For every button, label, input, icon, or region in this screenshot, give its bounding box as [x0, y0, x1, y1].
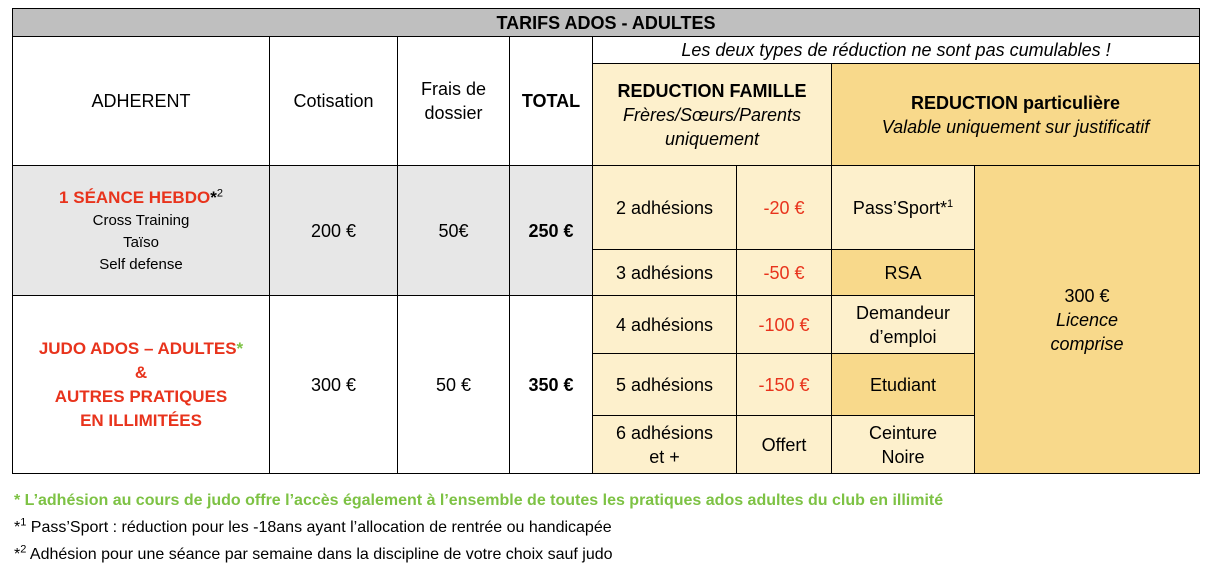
plan-2-name-line1 [17, 337, 265, 361]
plan-2-title: JUDO ADOS – ADULTES [38, 338, 237, 358]
footnote-2-mark: * [14, 546, 21, 563]
particular-licence: Licence [1055, 309, 1119, 330]
ceinture-line1: Ceinture [868, 422, 938, 443]
plan-2-cotisation: 300 € [270, 296, 398, 474]
plan-1-title: 1 SÉANCE HEBDO [59, 187, 211, 207]
footnote-1-mark: * [14, 519, 21, 536]
family-reduction-value: -100 € [737, 296, 832, 354]
particular-price-cell [975, 166, 1200, 474]
plan-2-mark: * [236, 338, 244, 358]
plan-2-name-cell [13, 296, 270, 474]
pass-sport-sup: 1 [946, 197, 954, 210]
footnote-1-text: Pass’Sport : réduction pour les -18ans ayant l’allocation de rentrée ou handicapée [26, 519, 612, 536]
footnote-1-sup: 1 [20, 516, 27, 529]
famille-title: REDUCTION FAMILLE [617, 80, 807, 101]
ceinture-line2: Noire [881, 446, 925, 467]
header-frais-line1: Frais de [420, 79, 487, 99]
footnote-2-sup: 2 [20, 543, 27, 556]
plan-1-sup: 2 [216, 186, 223, 199]
tarifs-table [12, 8, 1200, 474]
family-reduction-label: 4 adhésions [593, 296, 737, 354]
pass-sport-mark: * [939, 197, 947, 218]
header-reduction-famille [593, 64, 832, 166]
header-frais [398, 37, 510, 166]
plan-1-activity: Self defense [99, 255, 183, 273]
header-adherent: ADHERENT [13, 37, 270, 166]
particular-reduction-label [832, 166, 975, 250]
reduction-note: Les deux types de réduction ne sont pas cumulables ! [593, 37, 1200, 64]
particuliere-title: REDUCTION particulière [910, 92, 1121, 113]
header-total: TOTAL [510, 37, 593, 166]
footnote-judo: * L’adhésion au cours de judo offre l’accès également à l’ensemble de toutes les pratiques ados adultes du club en illimité [14, 492, 944, 509]
particular-price: 300 € [1064, 285, 1110, 306]
plan-2-name-line2: & [134, 362, 148, 382]
particular-reduction-label: Etudiant [832, 354, 975, 416]
demandeur-line1: Demandeur [855, 302, 951, 323]
header-reduction-particuliere [832, 64, 1200, 166]
plan-1-name-cell [13, 166, 270, 296]
plan-2-name-line4: EN ILLIMITÉES [80, 410, 202, 430]
plan-1-name [17, 186, 265, 210]
footnotes [14, 487, 943, 568]
plan-1-cotisation: 200 € [270, 166, 398, 296]
plan-2-total: 350 € [510, 296, 593, 474]
pass-sport-label: Pass’Sport [852, 197, 940, 218]
family-reduction-value: Offert [737, 416, 832, 474]
plan-2-frais: 50 € [398, 296, 510, 474]
footnote-2 [14, 541, 943, 568]
table-title: TARIFS ADOS - ADULTES [13, 9, 1200, 37]
family-reduction-label [593, 416, 737, 474]
family-reduction-label: 2 adhésions [593, 166, 737, 250]
plan-1-activity: Cross Training [92, 211, 190, 229]
particular-reduction-label: RSA [832, 250, 975, 296]
footnote-1 [14, 514, 943, 541]
family-reduction-value: -150 € [737, 354, 832, 416]
family-reduction-value: -20 € [737, 166, 832, 250]
family-reduction-label: 5 adhésions [593, 354, 737, 416]
table-row [13, 166, 1200, 250]
footnote-2-text: Adhésion pour une séance par semaine dans la discipline de votre choix sauf judo [26, 546, 613, 563]
six-adhesions-line1: 6 adhésions [615, 422, 714, 443]
demandeur-line2: d’emploi [869, 326, 937, 347]
particular-reduction-label [832, 296, 975, 354]
particuliere-sub: Valable uniquement sur justificatif [881, 116, 1150, 137]
plan-1-activity: Taïso [123, 233, 159, 251]
famille-sub1: Frères/Sœurs/Parents [622, 104, 802, 125]
header-frais-line2: dossier [424, 103, 483, 123]
plan-1-mark: * [210, 187, 217, 207]
header-cotisation: Cotisation [270, 37, 398, 166]
family-reduction-value: -50 € [737, 250, 832, 296]
particular-reduction-label [832, 416, 975, 474]
plan-1-frais: 50€ [398, 166, 510, 296]
plan-1-total: 250 € [510, 166, 593, 296]
famille-sub2: uniquement [664, 128, 760, 149]
family-reduction-label: 3 adhésions [593, 250, 737, 296]
six-adhesions-line2: et + [649, 446, 680, 467]
plan-2-name-line3: AUTRES PRATIQUES [54, 386, 228, 406]
particular-comprise: comprise [1050, 333, 1124, 354]
